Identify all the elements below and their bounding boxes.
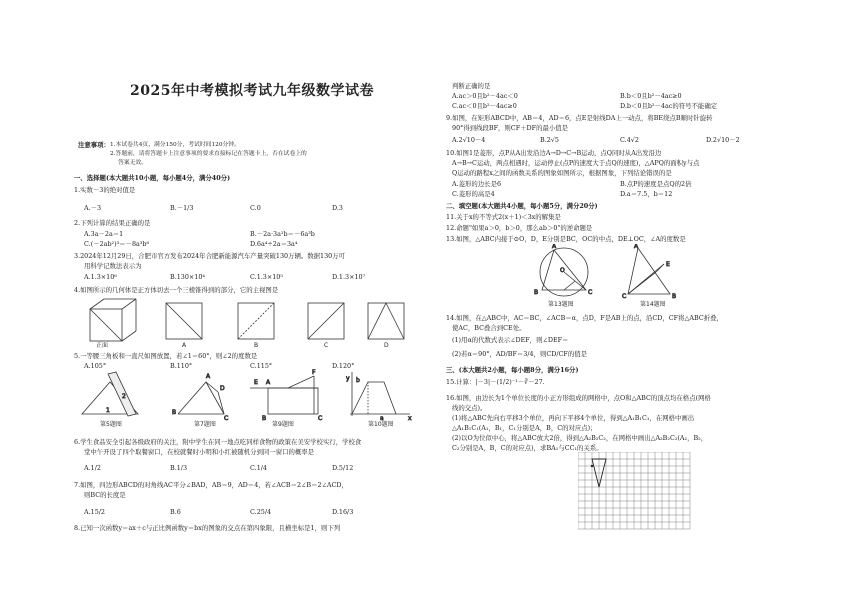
svg-text:A: A <box>634 244 639 250</box>
fig9-rectangle <box>250 369 322 422</box>
q10-option-a: A.菱形的边长是6 <box>452 180 502 188</box>
q3-option-a: A.1.3×10⁶ <box>84 273 117 281</box>
q9-option-c: C.4√2 <box>620 136 639 144</box>
svg-text:A: A <box>266 379 271 386</box>
q5-option-c: C.115° <box>250 362 273 370</box>
q10-stem-2: A→B→C运动，两点相遇时，运动停止(点P的速度大于点Q的速度)，△APQ的面积y与点 <box>452 159 700 167</box>
page-title: 2025年中考模拟考试九年级数学试卷 <box>130 83 374 99</box>
q14-part-2: (2)若α＝90°，AD/BF＝3/4，则CD/CF的值是 <box>452 350 588 358</box>
q4-choice-a-figure <box>166 303 202 339</box>
q4-choice-b-figure <box>238 303 274 339</box>
fig7-quadrilateral <box>172 373 228 422</box>
q4-choice-d-label: D <box>384 342 389 349</box>
left-column <box>74 0 429 608</box>
q8-stem: 8.已知一次函数y＝ax＋c与正比例函数y＝bx的图象的交点在第四象限，且横坐标是1，则下列 <box>74 524 341 532</box>
q12: 12.命题"如果a＞0，b＞0，那么ab＞0"的逆命题是 <box>446 224 593 232</box>
svg-text:E: E <box>666 261 670 268</box>
q11: 11.关于x的不等式2(x＋1)＜3x的解集是 <box>446 213 561 221</box>
q13: 13.如图，△ABC内接于⊙O，D，E分别是BC，OC的中点，DE⊥OC，∠A的度数是 <box>446 235 686 243</box>
q8-option-d: D.b＜0且b²－4ac的符号不能确定 <box>620 102 718 110</box>
fig5-caption: 第5题图 <box>100 421 122 428</box>
fig7-caption: 第7题图 <box>194 421 216 428</box>
q4-front-label: 正面 <box>96 342 109 349</box>
q7-option-d: D.16/3 <box>332 508 354 516</box>
svg-text:1: 1 <box>106 407 110 414</box>
q4-choice-a-label: A <box>182 342 187 349</box>
q6-option-d: D.5/12 <box>332 464 354 472</box>
q6-option-b: B.1/3 <box>170 464 188 472</box>
q15: 15.计算：|－3|－(1/2)⁻¹－∛－27. <box>446 378 545 386</box>
q7-option-b: B.6 <box>170 508 181 516</box>
section-1-heading: 一、选择题(本大题共10小题，每小题4分，满分40分) <box>74 174 231 182</box>
q7-stem: 7.如图，四边形ABCD的对角线AC平分∠BAD，AB＝9，AD＝4，若∠ACB＝2∠B＝2∠ACD， <box>74 481 348 489</box>
q8-stem-2: 判断正确的是 <box>452 82 491 90</box>
svg-text:2: 2 <box>122 393 126 400</box>
notice-line1: 1.本试卷共4页，满分150分，考试时间120分钟。 <box>110 142 240 148</box>
q4-choice-b-label: B <box>254 342 259 349</box>
q7-stem-2: 则BC的长度是 <box>84 491 126 499</box>
fig10-caption: 第10题图 <box>368 421 394 428</box>
svg-text:B: B <box>672 293 677 300</box>
q14-part-1: (1)用α的代数式表示∠DEF，则∠DEF＝ <box>452 336 569 344</box>
q9-option-a: A.2√10－4 <box>452 136 486 144</box>
fig9-caption: 第9题图 <box>272 421 294 428</box>
svg-text:C: C <box>318 415 323 422</box>
q10-stem: 10.如图1是菱形，点P从A出发沿边A→D→C→B运动，点Q同时从A出发沿边 <box>446 149 662 157</box>
q4-choice-c-label: C <box>324 342 329 349</box>
q3-option-b: B.130×10⁴ <box>170 273 205 281</box>
fig13-circle <box>534 244 592 296</box>
svg-text:B: B <box>262 415 267 422</box>
q3-option-d: D.1.3×10⁷ <box>332 273 366 281</box>
point-o <box>591 465 593 467</box>
q1-option-a: A.－3 <box>84 204 102 212</box>
q2-stem: 2.下列计算的结果正确的是 <box>74 219 151 227</box>
q10-option-c: C.菱形的高是4 <box>452 190 495 198</box>
q5-stem: 5.一等腰三角板和一直尺如图放置，若∠1＝60°，则∠2的度数是 <box>74 352 258 360</box>
q13-q14-figures <box>524 244 724 310</box>
q5-to-q10-figures <box>78 368 423 430</box>
svg-text:C: C <box>622 293 627 300</box>
q10-option-d: D.a＝7.5，b＝12 <box>620 190 673 198</box>
q4-solid-figure <box>90 299 136 341</box>
q16-grid-figure <box>578 452 692 536</box>
q9-option-b: B.2√5 <box>540 136 559 144</box>
svg-text:y: y <box>346 375 350 382</box>
q7-option-c: C.25/4 <box>250 508 272 516</box>
q9-stem: 9.如图，在矩形ABCD中，AB＝4，AD＝6，点E是射线DA上一动点，将BE绕点B顺时针旋转 <box>446 114 713 122</box>
q8-option-a: A.ac＞0且b²－4ac＜0 <box>452 92 518 100</box>
q2-option-b: B.－2a·3a²b＝－6a³b <box>250 230 315 238</box>
svg-text:x: x <box>408 415 412 422</box>
svg-text:O: O <box>560 267 565 274</box>
q8-option-b: B.b＜0且b²－4ac≥0 <box>620 92 682 100</box>
q14-stem-2: 使AC，BC叠合到CE处。 <box>452 324 526 332</box>
q16-part-2: (2)以O为位似中心，将△ABC放大2倍，得到△A₂B₂C₂，在网格中画出△A₂B₂C₂(A₂，B₂， <box>452 434 708 442</box>
svg-text:C: C <box>588 289 593 296</box>
fig13-caption: 第13题图 <box>548 301 574 308</box>
q1-option-c: C.0 <box>250 204 261 212</box>
q3-option-c: C.1.3×10⁵ <box>250 273 283 281</box>
q6-option-a: A.1/2 <box>84 464 101 472</box>
svg-text:C: C <box>224 415 229 422</box>
q14-stem: 14.如图，在△ABC中，AC＝BC，∠ACB＝α，点D，F是AB上的点，沿CD，CF将△ABC折叠， <box>446 314 723 322</box>
q10-option-b: B.点P的速度是点Q的2倍 <box>620 180 692 188</box>
q7-option-a: A.15/2 <box>84 508 105 516</box>
notice-line2: 2.答题前，请将答题卡上注意事项的要求直接标记在答题卡上，否在试卷上的 <box>110 151 307 157</box>
q1-option-b: B.－1/3 <box>170 204 194 212</box>
section-2-heading: 二、填空题(本大题共4小题，每小题5分，满分20分) <box>446 202 598 210</box>
q2-option-a: A.3a－2a＝1 <box>84 230 124 238</box>
q3-stem: 3.2024年12月29日，合肥市官方发布2024年合肥新能源汽车产量突破130万辆。数据130万可 <box>74 252 346 260</box>
notice-line3: 答案无效。 <box>118 160 147 166</box>
svg-text:b: b <box>356 377 360 384</box>
q4-choice-c-figure <box>308 303 344 339</box>
fig5-triangle-ruler <box>82 372 138 416</box>
svg-text:B: B <box>172 409 177 416</box>
q10-stem-3: Q运动的路程x之间的函数关系的图象如图所示，根据图象，下列结论错误的是 <box>452 169 672 177</box>
q9-stem-2: 90°得到线段BF，则CF＋DF的最小值是 <box>452 124 569 132</box>
q6-stem: 6.学生食品安全引起各级政府的关注，附中学生在同一地点吃同样食物的政策在美安学校实行，学校食 <box>74 438 362 446</box>
q16-part-2b: C₂分别是A，B，C的对应点)，求BA₁与CC₁的关系。 <box>452 444 603 452</box>
q8-option-c: C.ac＜0且b²－4ac≥0 <box>452 102 517 110</box>
q4-stem: 4.如图所示的几何体是正方体切去一个三棱锥得到的部分，它的主视图是 <box>74 286 279 294</box>
notice-label: 注意事项： <box>78 141 110 149</box>
q1-option-d: D.3 <box>332 204 343 212</box>
svg-text:A: A <box>206 373 211 380</box>
q6-option-c: C.1/4 <box>250 464 267 472</box>
q16-part-1b: △A₁B₁C₁(A₁，B₁，C₁分别是A，B，C的对应点)； <box>452 424 597 432</box>
q5-option-a: A.105° <box>84 362 107 370</box>
svg-text:a: a <box>380 415 384 422</box>
svg-text:B: B <box>534 289 539 296</box>
q9-option-d: D.2√10－2 <box>706 136 740 144</box>
q16-stem: 16.如图，由边长为1个单位长度的小正方形组成的网格中，点O和△ABC的顶点均在格点(网格 <box>446 394 711 402</box>
fig14-caption: 第14题图 <box>640 301 666 308</box>
svg-text:E: E <box>254 379 258 386</box>
svg-text:D: D <box>220 385 225 392</box>
right-column <box>444 0 816 608</box>
svg-text:F: F <box>312 369 316 376</box>
q2-option-d: D.6a⁴÷2a＝3a⁴ <box>250 240 298 248</box>
svg-text:A: A <box>552 244 557 250</box>
section-3-heading: 三、(本大题共2小题，每小题8分，满分16分) <box>446 366 579 374</box>
q4-choice-d-figure <box>368 303 404 339</box>
q3-stem-2: 用科学记数法表示为 <box>84 262 142 270</box>
q6-stem-2: 堂中午开设了四个取餐窗口，在校就餐时小明和小红被随机分到同一窗口的概率是 <box>84 448 315 456</box>
q5-option-d: D.120° <box>332 362 355 370</box>
fig14-triangle <box>622 244 676 300</box>
q2-option-c: C.(－2ab²)³＝－8a³b⁶ <box>84 240 150 248</box>
q16-part-1: (1)将△ABC先向右平移3个单位，再向下平移4个单位，得到△A₁B₁C₁，在网格中画出 <box>452 414 695 422</box>
q16-stem-2: 线的交点)。 <box>452 404 487 412</box>
fig10-graph <box>346 372 412 422</box>
q5-option-b: B.110° <box>170 362 193 370</box>
q1-stem: 1.实数－3的绝对值是 <box>74 186 136 194</box>
q4-figures <box>82 297 412 349</box>
